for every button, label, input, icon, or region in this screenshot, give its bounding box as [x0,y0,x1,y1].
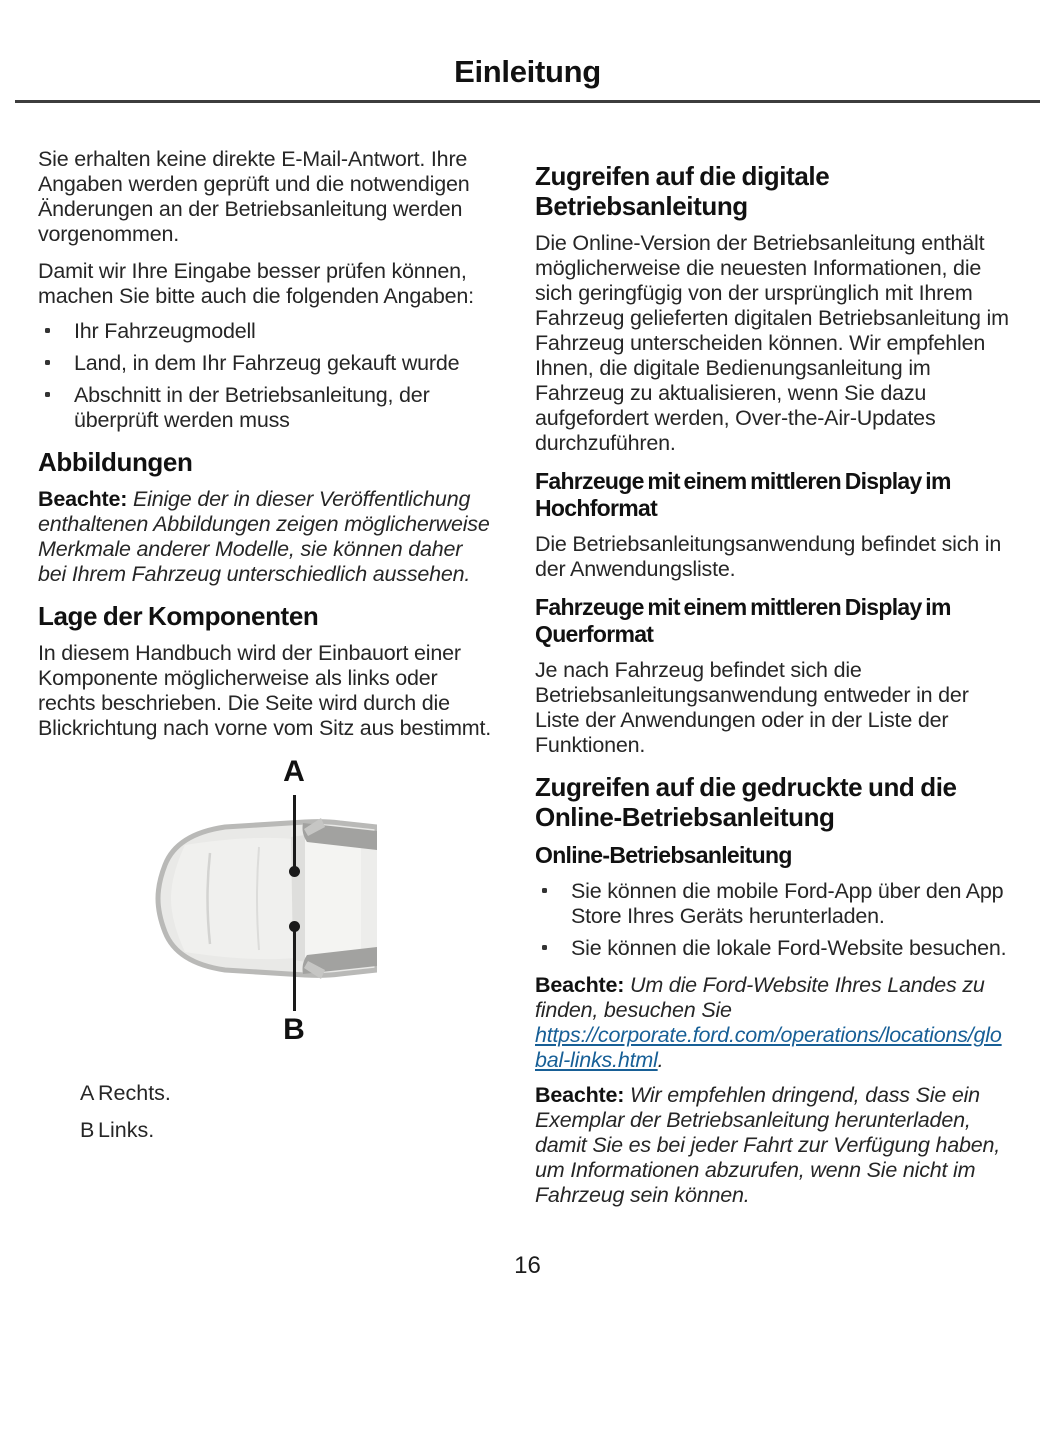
callout-line-b [293,927,296,1011]
figure-label-a: A [283,755,305,788]
left-column [38,147,493,1218]
legend-value: Links. [98,1118,155,1142]
paragraph: In diesem Handbuch wird der Einbauort einer Komponente möglicherweise als links oder rechts beschrieben. Die Seite wird durch die Blickrichtung nach vorne vom Sitz aus bestimmt. [38,641,492,740]
title-divider [15,100,1040,103]
online-manual-list [535,879,1013,961]
callout-dot-a [289,866,300,877]
bullet-marker [38,351,74,376]
subheading-querformat: Fahrzeuge mit einem mittleren Display im Querformat [535,594,951,647]
legend-value: Rechts. [98,1081,171,1105]
bullet-marker [38,383,74,433]
ford-global-links-url[interactable]: https://corporate.ford.com/operations/locations/global-links.html [535,1023,1002,1072]
legend-key: B [80,1118,95,1142]
section-heading-abbildungen: Abbildungen [38,447,193,477]
section-heading-printed-online: Zugreifen auf die gedruckte und die Online-Betriebsanleitung [535,772,957,832]
feedback-info-list [38,319,493,433]
note-text: Wir empfehlen dringend, dass Sie ein Exemplar der Betriebsanleitung herunterladen, damit Sie es bei jeder Fahrt zur Verfügung haben, um Informationen abzurufen, wenn Sie nicht im Fahrzeug sein können. [535,1083,1001,1207]
paragraph: Die Betriebsanleitungsanwendung befindet sich in der Anwendungsliste. [535,532,1002,581]
paragraph: Je nach Fahrzeug befindet sich die Betriebsanleitungsanwendung entweder in der Liste der Anwendungen oder in der Liste der Funktionen. [535,658,969,757]
list-item [38,351,493,376]
list-item [38,383,493,433]
section-heading-lage: Lage der Komponenten [38,601,319,631]
figure-label-b: B [283,1013,305,1046]
section-heading-digital: Zugreifen auf die digitale Betriebsanleitung [535,161,830,221]
list-item-text: Land, in dem Ihr Fahrzeug gekauft wurde [74,351,460,375]
bullet-marker [535,879,571,929]
list-item-text: Sie können die mobile Ford-App über den App Store Ihres Geräts herunterladen. [571,879,1004,928]
note-paragraph [38,487,493,587]
note-label: Beachte: [535,973,625,997]
right-column [535,147,1013,1218]
list-item-text: Sie können die lokale Ford-Website besuchen. [571,936,1007,960]
list-item-text: Ihr Fahrzeugmodell [74,319,256,343]
subheading-online-manual: Online-Betriebsanleitung [535,842,792,868]
bullet-marker [38,319,74,344]
list-item [535,879,1013,929]
list-item-text: Abschnitt in der Betriebsanleitung, der überprüft werden muss [74,383,430,432]
note-label: Beachte: [535,1083,625,1107]
component-location-figure [38,753,493,1053]
list-item [38,319,493,344]
legend-key: A [80,1081,95,1105]
page-content [38,147,1031,1218]
paragraph: Sie erhalten keine direkte E-Mail-Antwort. Ihre Angaben werden geprüft und die notwendigen Änderungen an der Betriebsanleitung werden vorgenommen. [38,147,470,246]
car-top-view-illustration [155,817,377,980]
subheading-hochformat: Fahrzeuge mit einem mittleren Display im Hochformat [535,468,951,521]
note-label: Beachte: [38,487,128,511]
page-title: Einleitung [454,54,601,89]
paragraph: Die Online-Version der Betriebsanleitung enthält möglicherweise die neuesten Informationen, die sich geringfügig von der ursprünglich mit Ihrem Fahrzeug gelieferten digitalen Betriebsanleitung im Fahrzeug unterscheiden können. Wir empfehlen Ihnen, die digitale Bedienungsanleitung im Fahrzeug zu aktualisieren, wenn Sie dazu aufgefordert werden, Over-the-Air-Updates durchzuführen. [535,231,1009,455]
callout-line-a [293,795,296,871]
paragraph: Damit wir Ihre Eingabe besser prüfen können, machen Sie bitte auch die folgenden Angaben: [38,259,474,308]
note-paragraph-website [535,973,1013,1073]
note-paragraph-download [535,1083,1013,1208]
note-text: Einige der in dieser Veröffentlichung enthaltenen Abbildungen zeigen möglicherweise Merkmale anderer Modelle, sie können daher bei Ihrem Fahrzeug unterschiedlich aussehen. [38,487,490,586]
list-item [535,936,1013,961]
legend-row [38,1081,493,1106]
note-text-after-link: . [657,1048,664,1072]
figure-legend [38,1081,493,1143]
bullet-marker [535,936,571,961]
legend-row [38,1118,493,1143]
page-number: 16 [514,1252,541,1279]
note-text-before-link: Um die Ford-Website Ihres Landes zu finden, besuchen Sie [535,973,985,1022]
